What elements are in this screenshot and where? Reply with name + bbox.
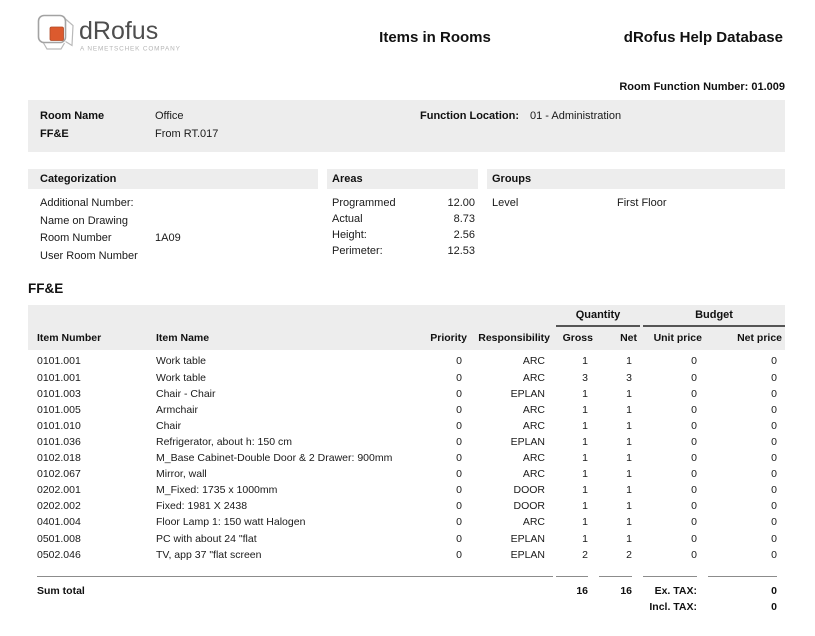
groups-rows	[487, 195, 785, 213]
item-name-cell: Chair - Chair	[156, 387, 216, 400]
categorization-row	[40, 248, 318, 266]
sum-total-label: Sum total	[37, 576, 553, 599]
item-name-cell: M_Fixed: 1735 x 1000mm	[156, 484, 278, 497]
logo-wordmark: dRofus	[79, 17, 159, 45]
unit-price-cell: 0	[691, 435, 697, 448]
gross-cell: 1	[582, 419, 588, 432]
room-info-rows	[40, 108, 785, 143]
gross-cell: 1	[582, 484, 588, 497]
net-cell: 3	[626, 371, 632, 384]
net-cell: 1	[626, 355, 632, 368]
groups-label: Level	[492, 197, 519, 209]
net-price-cell: 0	[771, 403, 777, 416]
sum-net-total: 16	[599, 576, 632, 599]
item-row	[31, 353, 785, 369]
categorization-row	[40, 195, 318, 213]
priority-cell: 0	[456, 484, 462, 497]
gross-cell: 1	[582, 452, 588, 465]
net-cell: 1	[626, 452, 632, 465]
incl-tax-row	[31, 599, 785, 616]
net-cell: 1	[626, 484, 632, 497]
groups-row	[492, 195, 785, 213]
responsibility-cell: DOOR	[513, 500, 545, 513]
database-title: dRofus Help Database	[623, 29, 783, 46]
item-number-cell: 0501.008	[37, 532, 81, 545]
col-header-net: Net	[620, 332, 637, 345]
net-price-cell: 0	[771, 419, 777, 432]
net-price-cell: 0	[771, 387, 777, 400]
areas-header: Areas	[327, 169, 478, 189]
areas-value: 2.56	[453, 229, 475, 242]
categorization-value: 1A09	[155, 232, 181, 245]
gross-cell: 1	[582, 387, 588, 400]
gross-cell: 3	[582, 371, 588, 384]
function-location	[420, 108, 621, 126]
responsibility-cell: EPLAN	[510, 548, 545, 561]
net-cell: 1	[626, 532, 632, 545]
item-row	[31, 531, 785, 547]
item-row	[31, 402, 785, 418]
priority-cell: 0	[456, 452, 462, 465]
items-table-header	[28, 307, 788, 346]
areas-value: 12.00	[447, 197, 475, 209]
responsibility-cell: ARC	[522, 516, 545, 529]
net-price-cell: 0	[771, 371, 777, 384]
groups-section	[487, 169, 785, 265]
item-number-cell: 0101.010	[37, 419, 81, 432]
areas-label: Perimeter:	[332, 245, 383, 258]
ex-tax-value: 0	[708, 576, 777, 599]
areas-row	[332, 195, 478, 211]
responsibility-cell: ARC	[522, 371, 545, 384]
function-location-value: 01 - Administration	[530, 110, 622, 122]
items-table-body	[31, 353, 785, 562]
responsibility-cell: EPLAN	[510, 532, 545, 545]
net-cell: 1	[626, 435, 632, 448]
categorization-value	[155, 195, 318, 213]
gross-cell: 1	[582, 403, 588, 416]
item-row	[31, 498, 785, 514]
priority-cell: 0	[456, 516, 462, 529]
ffe-section-title: FF&E	[28, 281, 64, 297]
unit-price-cell: 0	[691, 371, 697, 384]
col-header-responsibility: Responsibility	[478, 332, 550, 345]
net-price-cell: 0	[771, 516, 777, 529]
priority-cell: 0	[456, 500, 462, 513]
item-row	[31, 370, 785, 386]
item-row	[31, 386, 785, 402]
report-body	[28, 100, 785, 616]
net-price-cell: 0	[771, 355, 777, 368]
net-price-cell: 0	[771, 500, 777, 513]
room-detail-columns	[28, 169, 785, 265]
item-name-cell: M_Base Cabinet-Double Door & 2 Drawer: 900mm	[156, 452, 393, 465]
areas-row	[332, 243, 478, 259]
groups-header: Groups	[487, 169, 785, 189]
responsibility-cell: ARC	[522, 452, 545, 465]
gross-cell: 1	[582, 435, 588, 448]
room-info-label: Room Name	[40, 110, 105, 122]
areas-label: Programmed	[332, 197, 396, 209]
gross-cell: 1	[582, 355, 588, 368]
room-info-label: FF&E	[40, 127, 69, 140]
categorization-value	[155, 213, 318, 231]
net-cell: 1	[626, 468, 632, 481]
net-price-cell: 0	[771, 452, 777, 465]
categorization-label: Room Number	[40, 232, 112, 245]
items-table	[28, 353, 788, 615]
priority-cell: 0	[456, 468, 462, 481]
priority-cell: 0	[456, 355, 462, 368]
gross-cell: 1	[582, 532, 588, 545]
function-location-label: Function Location:	[420, 110, 519, 122]
incl-tax-value: 0	[771, 600, 777, 613]
unit-price-cell: 0	[691, 532, 697, 545]
net-cell: 1	[626, 516, 632, 529]
unit-price-cell: 0	[691, 548, 697, 561]
item-number-cell: 0102.067	[37, 468, 81, 481]
item-number-cell: 0401.004	[37, 516, 81, 529]
areas-row	[332, 227, 478, 243]
priority-cell: 0	[456, 403, 462, 416]
item-number-cell: 0101.003	[37, 387, 81, 400]
logo-company-tagline: A NEMETSCHEK COMPANY	[80, 45, 181, 53]
item-name-cell: Refrigerator, about h: 150 cm	[156, 435, 292, 448]
categorization-header: Categorization	[28, 169, 318, 189]
groups-value: First Floor	[617, 197, 667, 209]
unit-price-cell: 0	[691, 387, 697, 400]
areas-label: Height:	[332, 229, 367, 242]
item-number-cell: 0101.036	[37, 435, 81, 448]
unit-price-cell: 0	[691, 355, 697, 368]
sum-total-row	[31, 563, 785, 599]
group-header-budget: Budget	[643, 307, 785, 327]
areas-row	[332, 211, 478, 227]
net-cell: 1	[626, 387, 632, 400]
item-name-cell: Work table	[156, 371, 206, 384]
priority-cell: 0	[456, 387, 462, 400]
item-name-cell: PC with about 24 "flat	[156, 532, 257, 545]
priority-cell: 0	[456, 435, 462, 448]
item-row	[31, 434, 785, 450]
areas-label: Actual	[332, 213, 363, 226]
categorization-row	[40, 230, 318, 248]
unit-price-cell: 0	[691, 419, 697, 432]
items-table-header-band	[28, 305, 785, 350]
net-price-cell: 0	[771, 532, 777, 545]
item-row	[31, 514, 785, 530]
unit-price-cell: 0	[691, 468, 697, 481]
report-title: Items in Rooms	[379, 29, 491, 46]
categorization-value	[155, 248, 318, 266]
unit-price-cell: 0	[691, 516, 697, 529]
net-cell: 2	[626, 548, 632, 561]
categorization-section	[28, 169, 318, 265]
incl-tax-label: Incl. TAX:	[649, 600, 697, 613]
room-info-value: Office	[155, 110, 184, 122]
priority-cell: 0	[456, 419, 462, 432]
gross-cell: 1	[582, 468, 588, 481]
responsibility-cell: ARC	[522, 403, 545, 416]
item-name-cell: Armchair	[156, 403, 199, 416]
areas-value: 12.53	[447, 245, 475, 258]
priority-cell: 0	[456, 548, 462, 561]
item-number-cell: 0101.001	[37, 355, 81, 368]
item-number-cell: 0502.046	[37, 548, 81, 561]
item-name-cell: TV, app 37 "flat screen	[156, 548, 262, 561]
col-header-item-number: Item Number	[37, 332, 102, 345]
item-number-cell: 0101.001	[37, 371, 81, 384]
item-name-cell: Work table	[156, 355, 206, 368]
responsibility-cell: EPLAN	[510, 435, 545, 448]
responsibility-cell: EPLAN	[510, 387, 545, 400]
net-price-cell: 0	[771, 435, 777, 448]
item-name-cell: Fixed: 1981 X 2438	[156, 500, 248, 513]
item-number-cell: 0102.018	[37, 452, 81, 465]
item-name-cell: Chair	[156, 419, 182, 432]
room-info-row	[40, 108, 785, 126]
room-info-row	[40, 126, 785, 144]
item-row	[31, 466, 785, 482]
room-info-box	[28, 100, 785, 152]
col-header-unit-price: Unit price	[653, 332, 702, 345]
net-price-cell: 0	[771, 548, 777, 561]
item-number-cell: 0202.001	[37, 484, 81, 497]
item-name-cell: Mirror, wall	[156, 468, 207, 481]
item-name-cell: Floor Lamp 1: 150 watt Halogen	[156, 516, 306, 529]
unit-price-cell: 0	[691, 452, 697, 465]
categorization-label: Additional Number:	[40, 197, 134, 209]
responsibility-cell: ARC	[522, 355, 545, 368]
unit-price-cell: 0	[691, 484, 697, 497]
categorization-label: User Room Number	[40, 249, 138, 262]
responsibility-cell: ARC	[522, 468, 545, 481]
col-header-net-price: Net price	[737, 332, 783, 345]
responsibility-cell: DOOR	[513, 484, 545, 497]
room-function-number: Room Function Number: 01.009	[619, 81, 785, 93]
net-price-cell: 0	[771, 468, 777, 481]
unit-price-cell: 0	[691, 500, 697, 513]
item-row	[31, 450, 785, 466]
areas-section	[327, 169, 478, 265]
gross-cell: 1	[582, 516, 588, 529]
ex-tax-label: Ex. TAX:	[643, 576, 697, 599]
item-number-cell: 0101.005	[37, 403, 81, 416]
responsibility-cell: ARC	[522, 419, 545, 432]
item-row	[31, 418, 785, 434]
net-cell: 1	[626, 403, 632, 416]
room-info-value: From RT.017	[155, 127, 219, 140]
group-header-quantity: Quantity	[556, 307, 640, 327]
priority-cell: 0	[456, 532, 462, 545]
net-cell: 1	[626, 419, 632, 432]
item-number-cell: 0202.002	[37, 500, 81, 513]
gross-cell: 1	[582, 500, 588, 513]
unit-price-cell: 0	[691, 403, 697, 416]
categorization-label: Name on Drawing	[40, 214, 129, 227]
categorization-row	[40, 213, 318, 231]
areas-value: 8.73	[453, 213, 475, 226]
net-price-cell: 0	[771, 484, 777, 497]
areas-rows	[327, 195, 478, 259]
gross-cell: 2	[582, 548, 588, 561]
item-row	[31, 547, 785, 563]
categorization-rows	[28, 195, 318, 265]
net-cell: 1	[626, 500, 632, 513]
sum-gross-total: 16	[556, 576, 588, 599]
col-header-item-name: Item Name	[156, 332, 210, 345]
col-header-gross: Gross	[562, 332, 593, 345]
priority-cell: 0	[456, 371, 462, 384]
item-row	[31, 482, 785, 498]
col-header-priority: Priority	[430, 332, 467, 345]
